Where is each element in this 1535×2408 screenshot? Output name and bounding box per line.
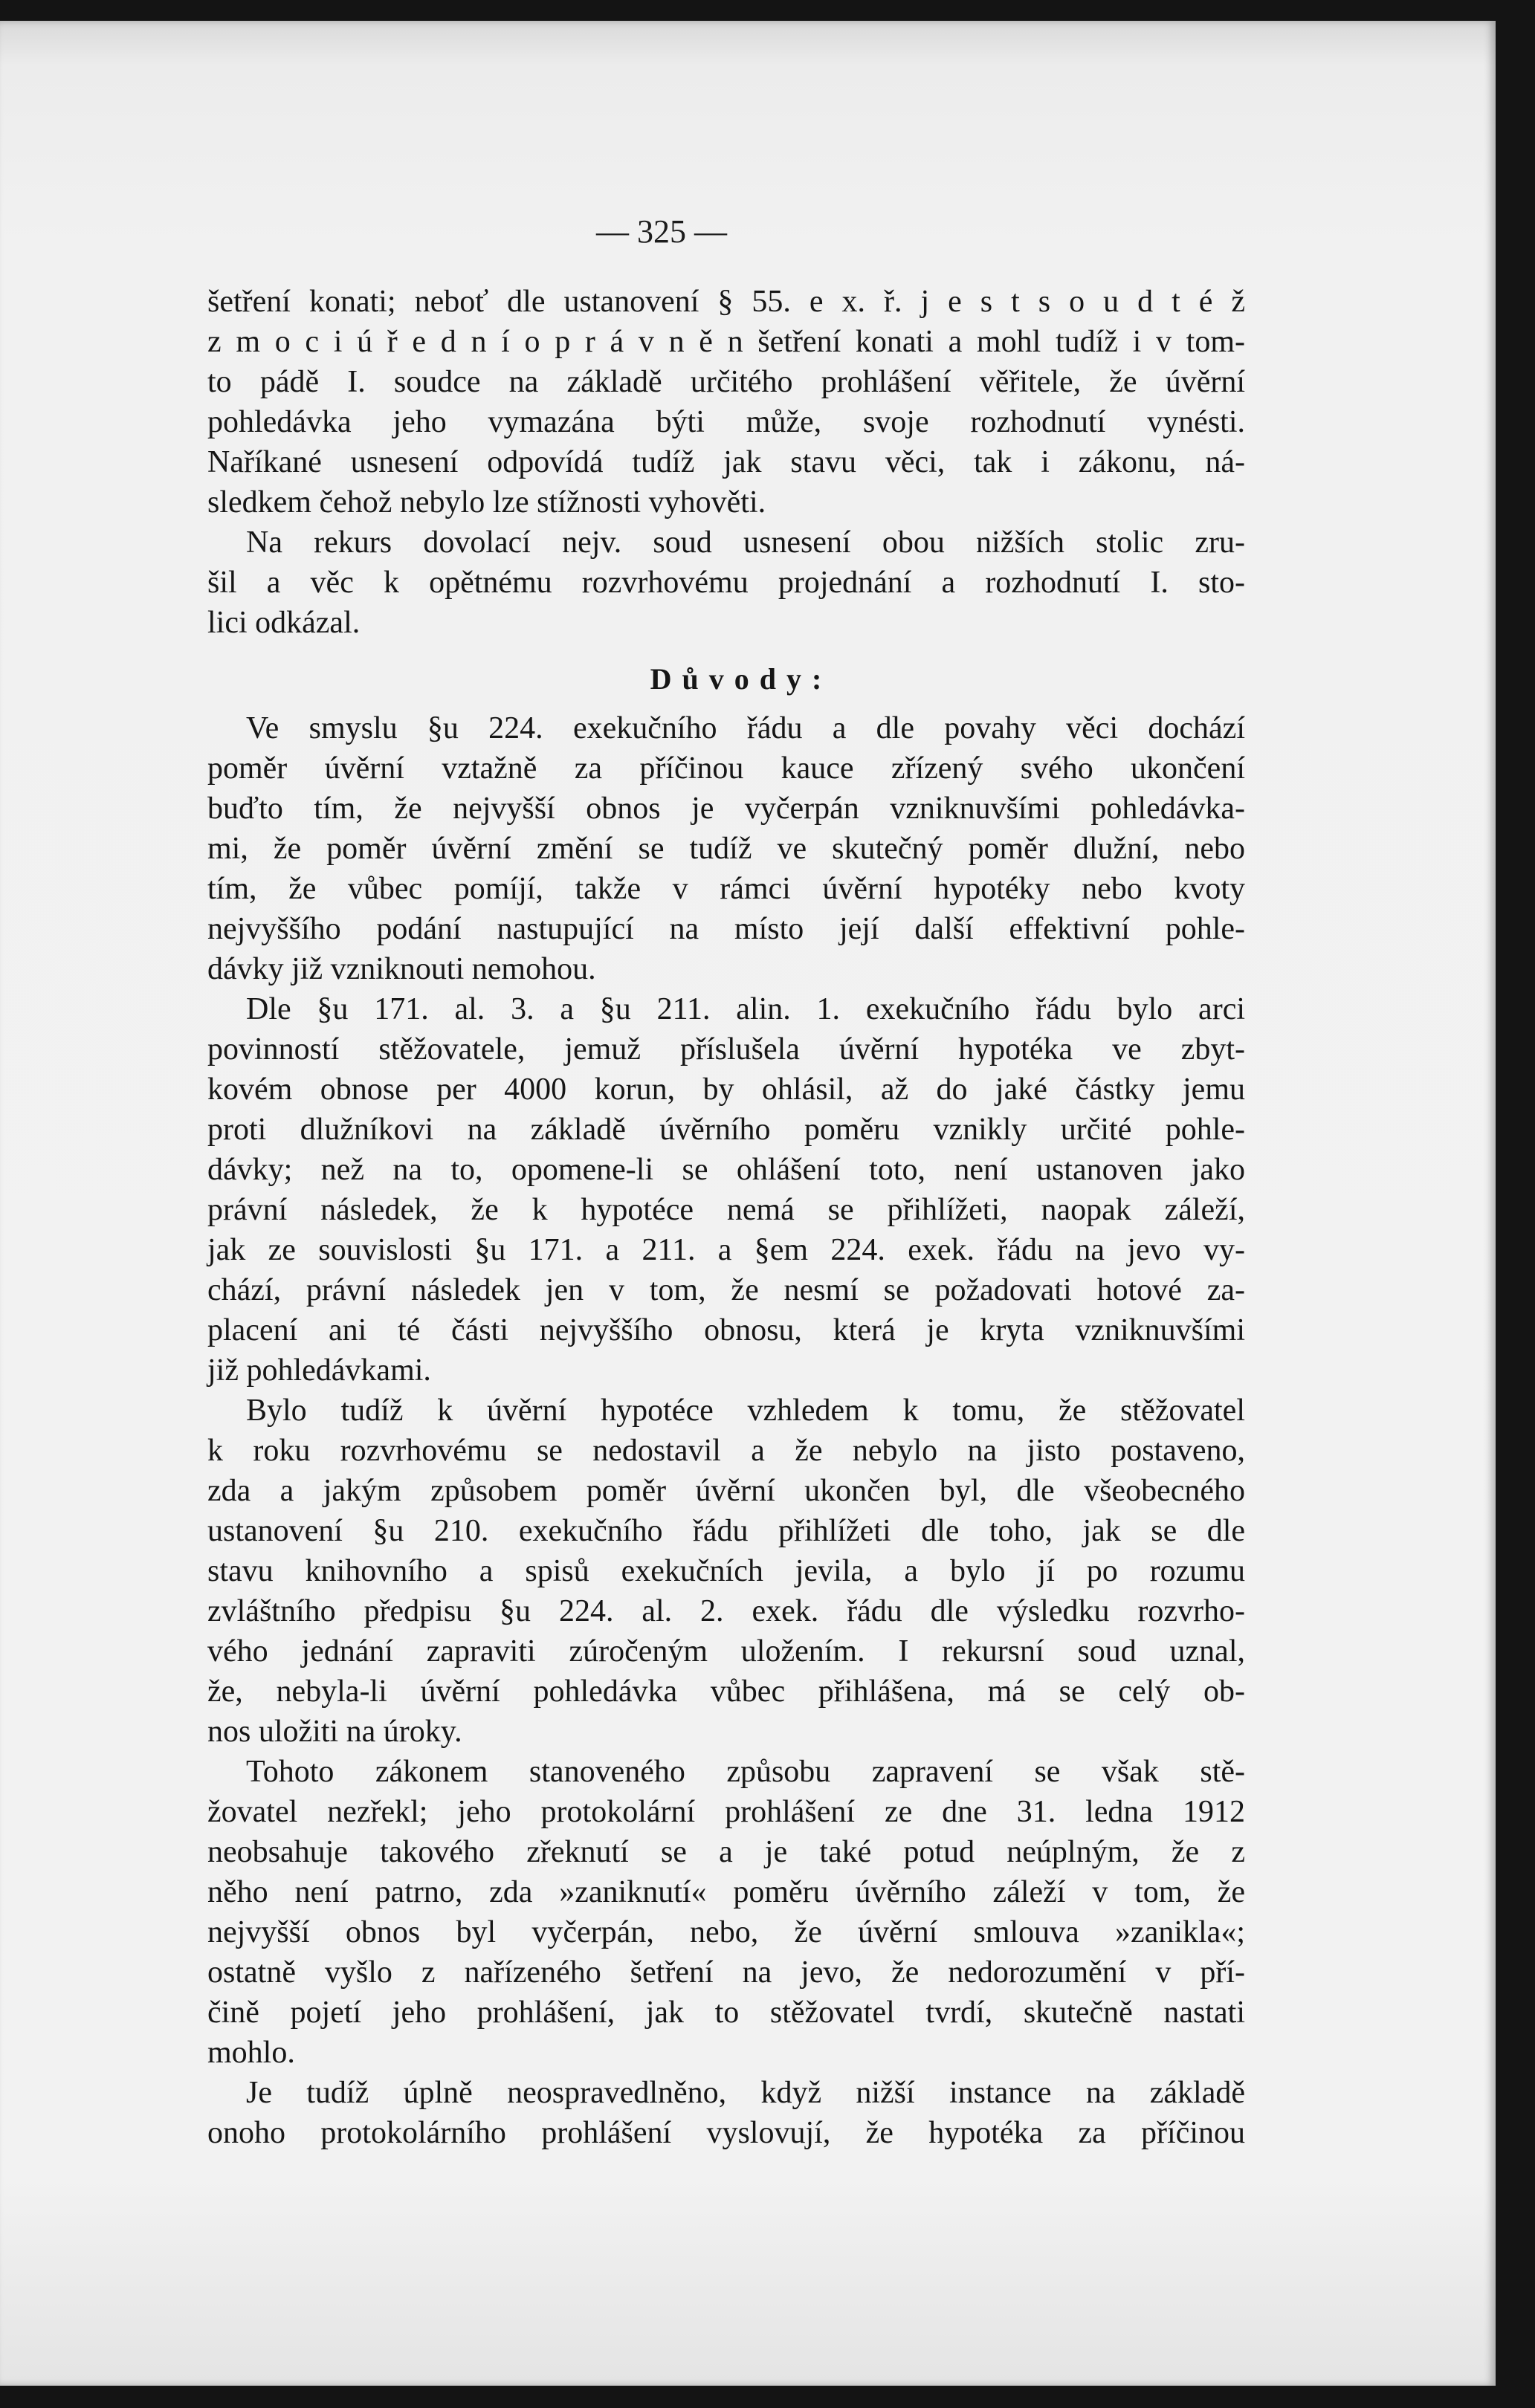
paragraph xyxy=(207,522,1245,643)
text-line: lici odkázal. xyxy=(207,606,361,640)
text-line: právní následek, že k hypotéce nemá se přihlížeti, naopak záleží, xyxy=(207,1193,1245,1227)
text-line: z m o c i ú ř e d n í o p r á v n ě n šetření konati a mohl tudíž i v tom- xyxy=(207,325,1245,359)
text-line: vého jednání zapraviti zúročeným uložením. I rekursní soud uznal, xyxy=(207,1634,1245,1669)
section-heading: Důvody: xyxy=(650,662,833,696)
text-line: čině pojetí jeho prohlášení, jak to stěžovatel tvrdí, skutečně nastati xyxy=(207,1996,1245,2030)
text-line: mi, že poměr úvěrní změní se tudíž ve skutečný poměr dlužní, nebo xyxy=(207,832,1245,866)
text-line: že, nebyla-li úvěrní pohledávka vůbec přihlášena, má se celý ob- xyxy=(207,1674,1245,1709)
paragraph xyxy=(207,1391,1245,1752)
paragraph xyxy=(207,989,1245,1391)
text-line: povinností stěžovatele, jemuž příslušela úvěrní hypotéka ve zbyt- xyxy=(207,1032,1245,1067)
text-line: Je tudíž úplně neospravedlněno, když nižší instance na základě xyxy=(246,2076,1245,2110)
text-line: tím, že vůbec pomíjí, takže v rámci úvěrní hypotéky nebo kvoty xyxy=(207,872,1245,906)
text-line: placení ani té části nejvyššího obnosu, která je kryta vzniknuvšími xyxy=(207,1313,1245,1347)
text-line: dávky; než na to, opomene-li se ohlášení toto, není ustanoven jako xyxy=(207,1153,1245,1187)
text-line: sledkem čehož nebylo lze stížnosti vyhověti. xyxy=(207,485,766,520)
text-line: jak ze souvislosti §u 171. a 211. a §em 224. exek. řádu na jevo vy- xyxy=(207,1233,1245,1267)
text-line: žovatel nezřekl; jeho protokolární prohlášení ze dne 31. ledna 1912 xyxy=(207,1795,1245,1829)
text-line: pohledávka jeho vymazána býti může, svoje rozhodnutí vynésti. xyxy=(207,405,1245,439)
text-line: něho není patrno, zda »zaniknutí« poměru úvěrního záleží v tom, že xyxy=(207,1875,1245,1909)
paragraph xyxy=(207,282,1245,522)
text-line: již pohledávkami. xyxy=(207,1353,431,1388)
paragraph xyxy=(207,1752,1245,2073)
body-text xyxy=(207,282,1245,2153)
text-line: ustanovení §u 210. exekučního řádu přihlížeti dle toho, jak se dle xyxy=(207,1514,1245,1548)
text-line: mohlo. xyxy=(207,2036,295,2070)
text-line: zda a jakým způsobem poměr úvěrní ukončen byl, dle všeobecného xyxy=(207,1474,1245,1508)
text-line: Dle §u 171. al. 3. a §u 211. alin. 1. exekučního řádu bylo arci xyxy=(246,992,1245,1026)
text-line: buďto tím, že nejvyšší obnos je vyčerpán vzniknuvšími pohledávka- xyxy=(207,792,1245,826)
text-line: onoho protokolárního prohlášení vyslovují, že hypotéka za příčinou xyxy=(207,2116,1245,2150)
text-line: šil a věc k opětnému rozvrhovému projednání a rozhodnutí I. sto- xyxy=(207,566,1245,600)
text-line: Bylo tudíž k úvěrní hypotéce vzhledem k tomu, že stěžovatel xyxy=(246,1394,1245,1428)
text-line: Tohoto zákonem stanoveného způsobu zapravení se však stě- xyxy=(246,1755,1245,1789)
text-line: poměr úvěrní vztažně za příčinou kauce zřízený svého ukončení xyxy=(207,751,1245,786)
text-line: Na rekurs dovolací nejv. soud usnesení obou nižších stolic zru- xyxy=(246,525,1245,560)
paragraph xyxy=(207,2073,1245,2153)
text-line: dávky již vzniknouti nemohou. xyxy=(207,952,596,986)
text-line: to pádě I. soudce na základě určitého prohlášení věřitele, že úvěrní xyxy=(207,365,1245,399)
text-line: nos uložiti na úroky. xyxy=(207,1715,462,1749)
scanned-page xyxy=(0,21,1496,2386)
text-line: šetření konati; neboť dle ustanovení § 55. e x. ř. j e s t s o u d t é ž xyxy=(207,285,1245,319)
text-line: Naříkané usnesení odpovídá tudíž jak stavu věci, tak i zákonu, ná- xyxy=(207,445,1245,479)
text-line: Ve smyslu §u 224. exekučního řádu a dle povahy věci dochází xyxy=(246,711,1245,745)
text-line: k roku rozvrhovému se nedostavil a že nebylo na jisto postaveno, xyxy=(207,1434,1245,1468)
page-number: — 325 — xyxy=(596,213,727,250)
text-line: kovém obnose per 4000 korun, by ohlásil, až do jaké částky jemu xyxy=(207,1072,1245,1107)
text-line: proti dlužníkovi na základě úvěrního poměru vznikly určité pohle- xyxy=(207,1113,1245,1147)
text-line: neobsahuje takového zřeknutí se a je také potud neúplným, že z xyxy=(207,1835,1245,1869)
text-line: ostatně vyšlo z nařízeného šetření na jevo, že nedorozumění v pří- xyxy=(207,1955,1245,1990)
paragraph xyxy=(207,708,1245,989)
text-line: zvláštního předpisu §u 224. al. 2. exek. řádu dle výsledku rozvrho- xyxy=(207,1594,1245,1628)
text-line: nejvyšší obnos byl vyčerpán, nebo, že úvěrní smlouva »zanikla«; xyxy=(207,1915,1245,1949)
text-line: chází, právní následek jen v tom, že nesmí se požadovati hotové za- xyxy=(207,1273,1245,1307)
text-line: nejvyššího podání nastupující na místo její další effektivní pohle- xyxy=(207,912,1245,946)
text-line: stavu knihovního a spisů exekučních jevila, a bylo jí po rozumu xyxy=(207,1554,1245,1588)
